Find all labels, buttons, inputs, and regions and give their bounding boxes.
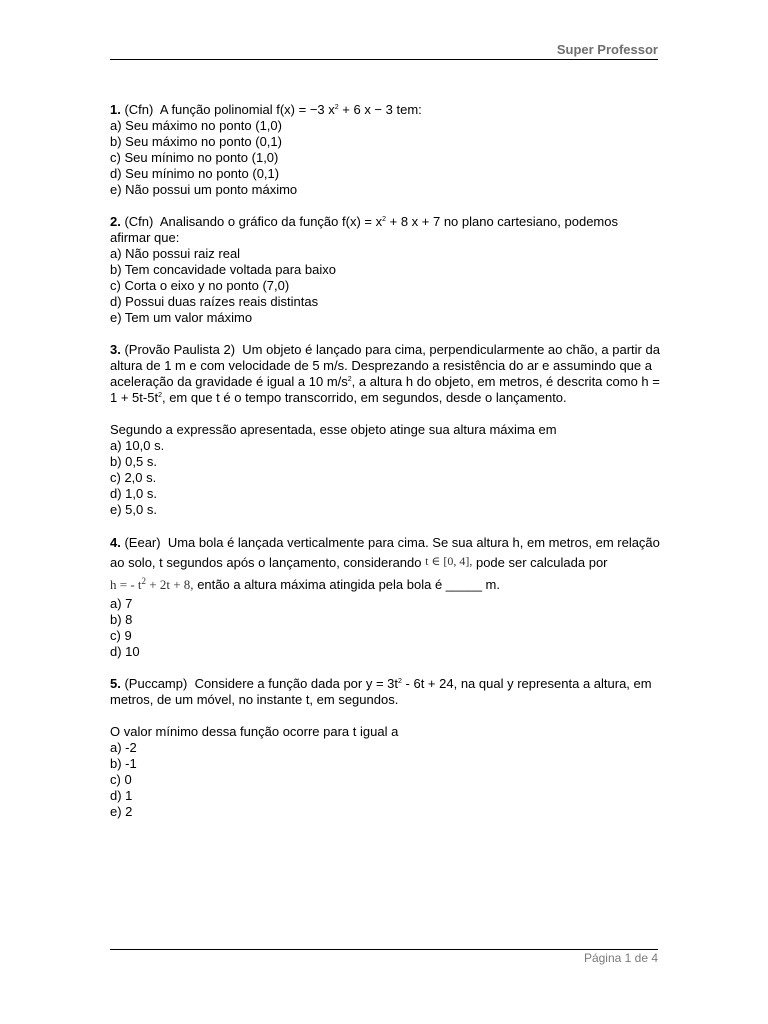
option-c: c) Seu mínimo no ponto (1,0): [110, 150, 279, 165]
option-b: b) Tem concavidade voltada para baixo: [110, 262, 336, 277]
exponent: 2: [382, 216, 386, 223]
question-3-options: [110, 438, 660, 518]
question-1: [110, 102, 660, 198]
question-1-options: [110, 118, 660, 198]
stem-text: pode ser calculada por: [475, 555, 608, 570]
option-a: a) -2: [110, 740, 137, 755]
exponent: 2: [398, 678, 402, 685]
option-b: b) 8: [110, 612, 133, 627]
exponent: 2: [347, 376, 352, 383]
option-b: b) 0,5 s.: [110, 454, 157, 469]
option-a: a) Seu máximo no ponto (1,0): [110, 118, 282, 133]
question-number: 1.: [110, 102, 121, 117]
question-3: [110, 342, 660, 518]
exponent: 2: [158, 392, 162, 399]
question-number: 5.: [110, 676, 121, 691]
question-number: 3.: [110, 342, 121, 357]
option-d: d) Possui duas raízes reais distintas: [110, 294, 319, 309]
option-a: a) 7: [110, 596, 133, 611]
option-e: e) Tem um valor máximo: [110, 310, 253, 325]
question-list: [110, 102, 660, 836]
option-e: e) Não possui um ponto máximo: [110, 182, 298, 197]
stem-text: + 6 x − 3 tem:: [338, 102, 422, 117]
question-2-stem: [110, 214, 660, 246]
header-title: Super Professor: [556, 42, 658, 57]
question-4-options: [110, 596, 660, 660]
question-5-stem: [110, 676, 660, 708]
stem-text: A função polinomial f(x) = −3 x: [159, 102, 335, 117]
formula-text: h = - t: [110, 577, 142, 592]
math-interval: t ∈ [0, 4],: [425, 554, 473, 568]
question-5: [110, 676, 660, 820]
question-source: (Cfn): [124, 214, 154, 229]
question-1-stem: [110, 102, 660, 118]
option-b: b) Seu máximo no ponto (0,1): [110, 134, 282, 149]
stem-text: então a altura máxima atingida pela bola é _____ m.: [197, 577, 500, 592]
stem-text: Uma bola é lançada verticalmente para cima. Se sua altura h, em metros, em relação ao solo, t segundos após o lançamento, considerando: [110, 535, 660, 570]
exponent: 2: [334, 104, 339, 111]
option-d: d) 10: [110, 644, 140, 659]
option-e: e) 2: [110, 804, 133, 819]
header-divider: [110, 59, 658, 60]
question-source: (Provão Paulista 2): [124, 342, 236, 357]
question-number: 2.: [110, 214, 121, 229]
stem-text: , em que t é o tempo transcorrido, em segundos, desde o lançamento.: [161, 390, 567, 405]
page-number: Página 1 de 4: [583, 951, 658, 965]
question-source: (Cfn): [124, 102, 154, 117]
stem-text: + 8 x + 7 no plano cartesiano, podemos afirmar que:: [110, 214, 618, 245]
option-c: c) Corta o eixo y no ponto (7,0): [110, 278, 290, 293]
option-c: c) 9: [110, 628, 132, 643]
question-5-prompt: O valor mínimo dessa função ocorre para t igual a: [110, 724, 399, 739]
option-a: a) Não possui raiz real: [110, 246, 241, 261]
question-3-prompt: Segundo a expressão apresentada, esse objeto atinge sua altura máxima em: [110, 422, 557, 437]
option-d: d) 1: [110, 788, 133, 803]
question-5-options: [110, 740, 660, 820]
question-4-stem-continued: [110, 574, 660, 596]
question-4-stem: [110, 534, 660, 572]
question-2-options: [110, 246, 660, 326]
stem-text: - 6t + 24, na qual y representa a altura, em metros, de um móvel, no instante t, em segundos.: [110, 676, 652, 707]
question-3-stem: [110, 342, 660, 406]
stem-text: Um objeto é lançado para cima, perpendicularmente ao chão, a partir da altura de 1 m e com velocidade de 5 m/s. Desprezando a resistência do ar e assumindo que a aceleração da gravidade é igual a 10 m/s: [110, 342, 660, 389]
option-b: b) -1: [110, 756, 137, 771]
question-source: (Eear): [124, 535, 161, 550]
exponent: 2: [141, 576, 147, 586]
option-d: d) Seu mínimo no ponto (0,1): [110, 166, 280, 181]
option-d: d) 1,0 s.: [110, 486, 157, 501]
question-2: [110, 214, 660, 326]
stem-text: , a altura h do objeto, em metros, é descrita como h = 1 + 5t-5t: [110, 374, 660, 405]
question-4: [110, 534, 660, 660]
stem-text: Analisando o gráfico da função f(x) = x: [159, 214, 383, 229]
option-c: c) 2,0 s.: [110, 470, 157, 485]
option-a: a) 10,0 s.: [110, 438, 165, 453]
option-e: e) 5,0 s.: [110, 502, 157, 517]
question-number: 4.: [110, 535, 121, 550]
option-c: c) 0: [110, 772, 132, 787]
stem-text: Considere a função dada por y = 3t: [194, 676, 399, 691]
math-formula: [110, 577, 194, 592]
formula-text: + 2t + 8,: [146, 577, 194, 592]
question-source: (Puccamp): [124, 676, 188, 691]
